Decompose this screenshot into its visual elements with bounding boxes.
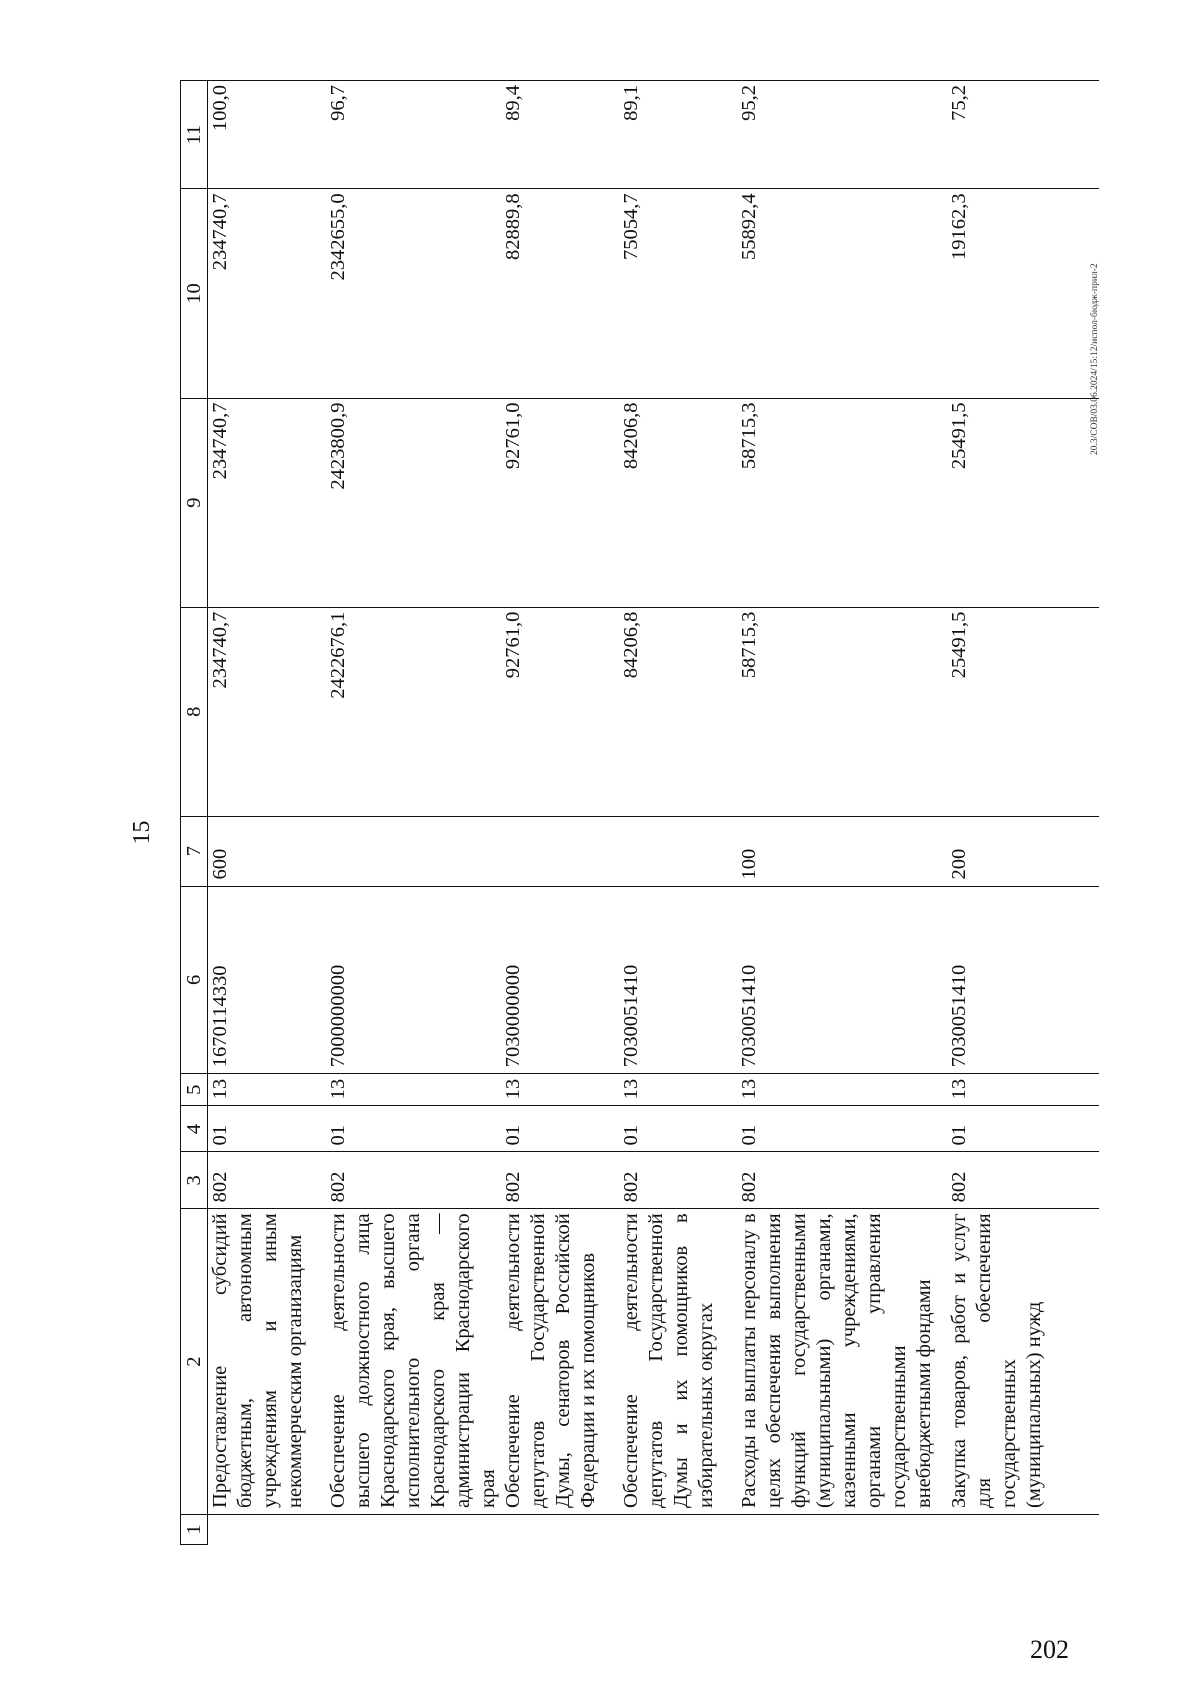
- amount-col-8: 234740,7: [208, 607, 327, 816]
- target-article-code: 7030051410: [947, 886, 1099, 1074]
- target-article-code: 7030051410: [619, 886, 737, 1074]
- column-header: 4: [181, 1106, 208, 1152]
- ministry-code: 802: [501, 1152, 619, 1209]
- column-header: 5: [181, 1074, 208, 1106]
- section-code: 01: [326, 1106, 501, 1152]
- row-description: Обеспечение деятельности депутатов Государственной Думы и их помощников в избирательных округах: [619, 1209, 737, 1515]
- column-header: 10: [181, 189, 208, 398]
- column-header: 2: [181, 1209, 208, 1515]
- table-row: [947, 81, 1099, 1545]
- row-description: Закупка товаров, работ и услуг для обеспечения государственных (муниципальных) нужд: [947, 1209, 1099, 1515]
- amount-col-8: 84206,8: [619, 607, 737, 816]
- amount-col-8: 58715,3: [737, 607, 947, 816]
- subsection-code: 13: [947, 1074, 1099, 1106]
- target-article-code: 1670114330: [208, 886, 327, 1074]
- subsection-code: 13: [737, 1074, 947, 1106]
- column-header: 6: [181, 886, 208, 1074]
- column-header: 3: [181, 1152, 208, 1209]
- amount-col-8: 2422676,1: [326, 607, 501, 816]
- row-index-cell: [947, 1514, 1099, 1544]
- expense-type-code: [619, 816, 737, 886]
- column-header: 11: [181, 81, 208, 189]
- amount-col-10: 75054,7: [619, 189, 737, 398]
- amount-col-9: 92761,0: [501, 398, 619, 607]
- subsection-code: 13: [501, 1074, 619, 1106]
- rotated-document-sheet: [125, 55, 1125, 1610]
- ministry-code: 802: [947, 1152, 1099, 1209]
- amount-col-10: 82889,8: [501, 189, 619, 398]
- section-code: 01: [619, 1106, 737, 1152]
- row-index-cell: [326, 1514, 501, 1544]
- section-code: 01: [208, 1106, 327, 1152]
- percent-col-11: 96,7: [326, 81, 501, 189]
- percent-col-11: 100,0: [208, 81, 327, 189]
- ministry-code: 802: [619, 1152, 737, 1209]
- row-description: Расходы на выплаты персоналу в целях обеспечения выполнения функций государственными (муниципальными) органами, казенными учреждениями, органами управления государственными внебюджетными фондами: [737, 1209, 947, 1515]
- expense-type-code: 600: [208, 816, 327, 886]
- subsection-code: 13: [619, 1074, 737, 1106]
- row-description: Предоставление субсидий бюджетным, автономным учреждениям и иным некоммерческим организациям: [208, 1209, 327, 1515]
- subsection-code: 13: [326, 1074, 501, 1106]
- row-description: Обеспечение деятельности депутатов Государственной Думы, сенаторов Российской Федерации и их помощников: [501, 1209, 619, 1515]
- table-row: [501, 81, 619, 1545]
- amount-col-10: 2342655,0: [326, 189, 501, 398]
- amount-col-9: 58715,3: [737, 398, 947, 607]
- column-header: 7: [181, 816, 208, 886]
- ministry-code: 802: [737, 1152, 947, 1209]
- amount-col-8: 25491,5: [947, 607, 1099, 816]
- row-description: Обеспечение деятельности высшего должностного лица Краснодарского края, высшего исполнительного органа Краснодарского края — администрации Краснодарского края: [326, 1209, 501, 1515]
- row-index-cell: [501, 1514, 619, 1544]
- expense-type-code: 100: [737, 816, 947, 886]
- target-article-code: 7000000000: [326, 886, 501, 1074]
- table-row: [326, 81, 501, 1545]
- expense-type-code: [501, 816, 619, 886]
- section-code: 01: [737, 1106, 947, 1152]
- amount-col-10: 55892,4: [737, 189, 947, 398]
- percent-col-11: 89,1: [619, 81, 737, 189]
- ministry-code: 802: [208, 1152, 327, 1209]
- amount-col-9: 25491,5: [947, 398, 1099, 607]
- header-row: [181, 81, 208, 1545]
- amount-col-10: 234740,7: [208, 189, 327, 398]
- subsection-code: 13: [208, 1074, 327, 1106]
- amount-col-9: 2423800,9: [326, 398, 501, 607]
- percent-col-11: 95,2: [737, 81, 947, 189]
- amount-col-9: 84206,8: [619, 398, 737, 607]
- table-row: [737, 81, 947, 1545]
- target-article-code: 7030000000: [501, 886, 619, 1074]
- expense-type-code: [326, 816, 501, 886]
- column-header: 1: [181, 1514, 208, 1544]
- table-row: [619, 81, 737, 1545]
- percent-col-11: 75,2: [947, 81, 1099, 189]
- ministry-code: 802: [326, 1152, 501, 1209]
- amount-col-10: 19162,3: [947, 189, 1099, 398]
- amount-col-8: 92761,0: [501, 607, 619, 816]
- budget-execution-table: [180, 80, 1099, 1545]
- table-row: [208, 81, 327, 1545]
- sheet-number: 202: [1030, 1635, 1069, 1664]
- section-code: 01: [947, 1106, 1099, 1152]
- column-header: 9: [181, 398, 208, 607]
- column-header: 8: [181, 607, 208, 816]
- amount-col-9: 234740,7: [208, 398, 327, 607]
- target-article-code: 7030051410: [737, 886, 947, 1074]
- section-code: 01: [501, 1106, 619, 1152]
- row-index-cell: [208, 1514, 327, 1544]
- row-index-cell: [619, 1514, 737, 1544]
- row-index-cell: [737, 1514, 947, 1544]
- expense-type-code: 200: [947, 816, 1099, 886]
- page-number: 15: [129, 820, 155, 845]
- document-footer-code: 20.3/СОВ/03.06.2024/15:12/испол-бюдж-прил-2: [1090, 263, 1100, 455]
- percent-col-11: 89,4: [501, 81, 619, 189]
